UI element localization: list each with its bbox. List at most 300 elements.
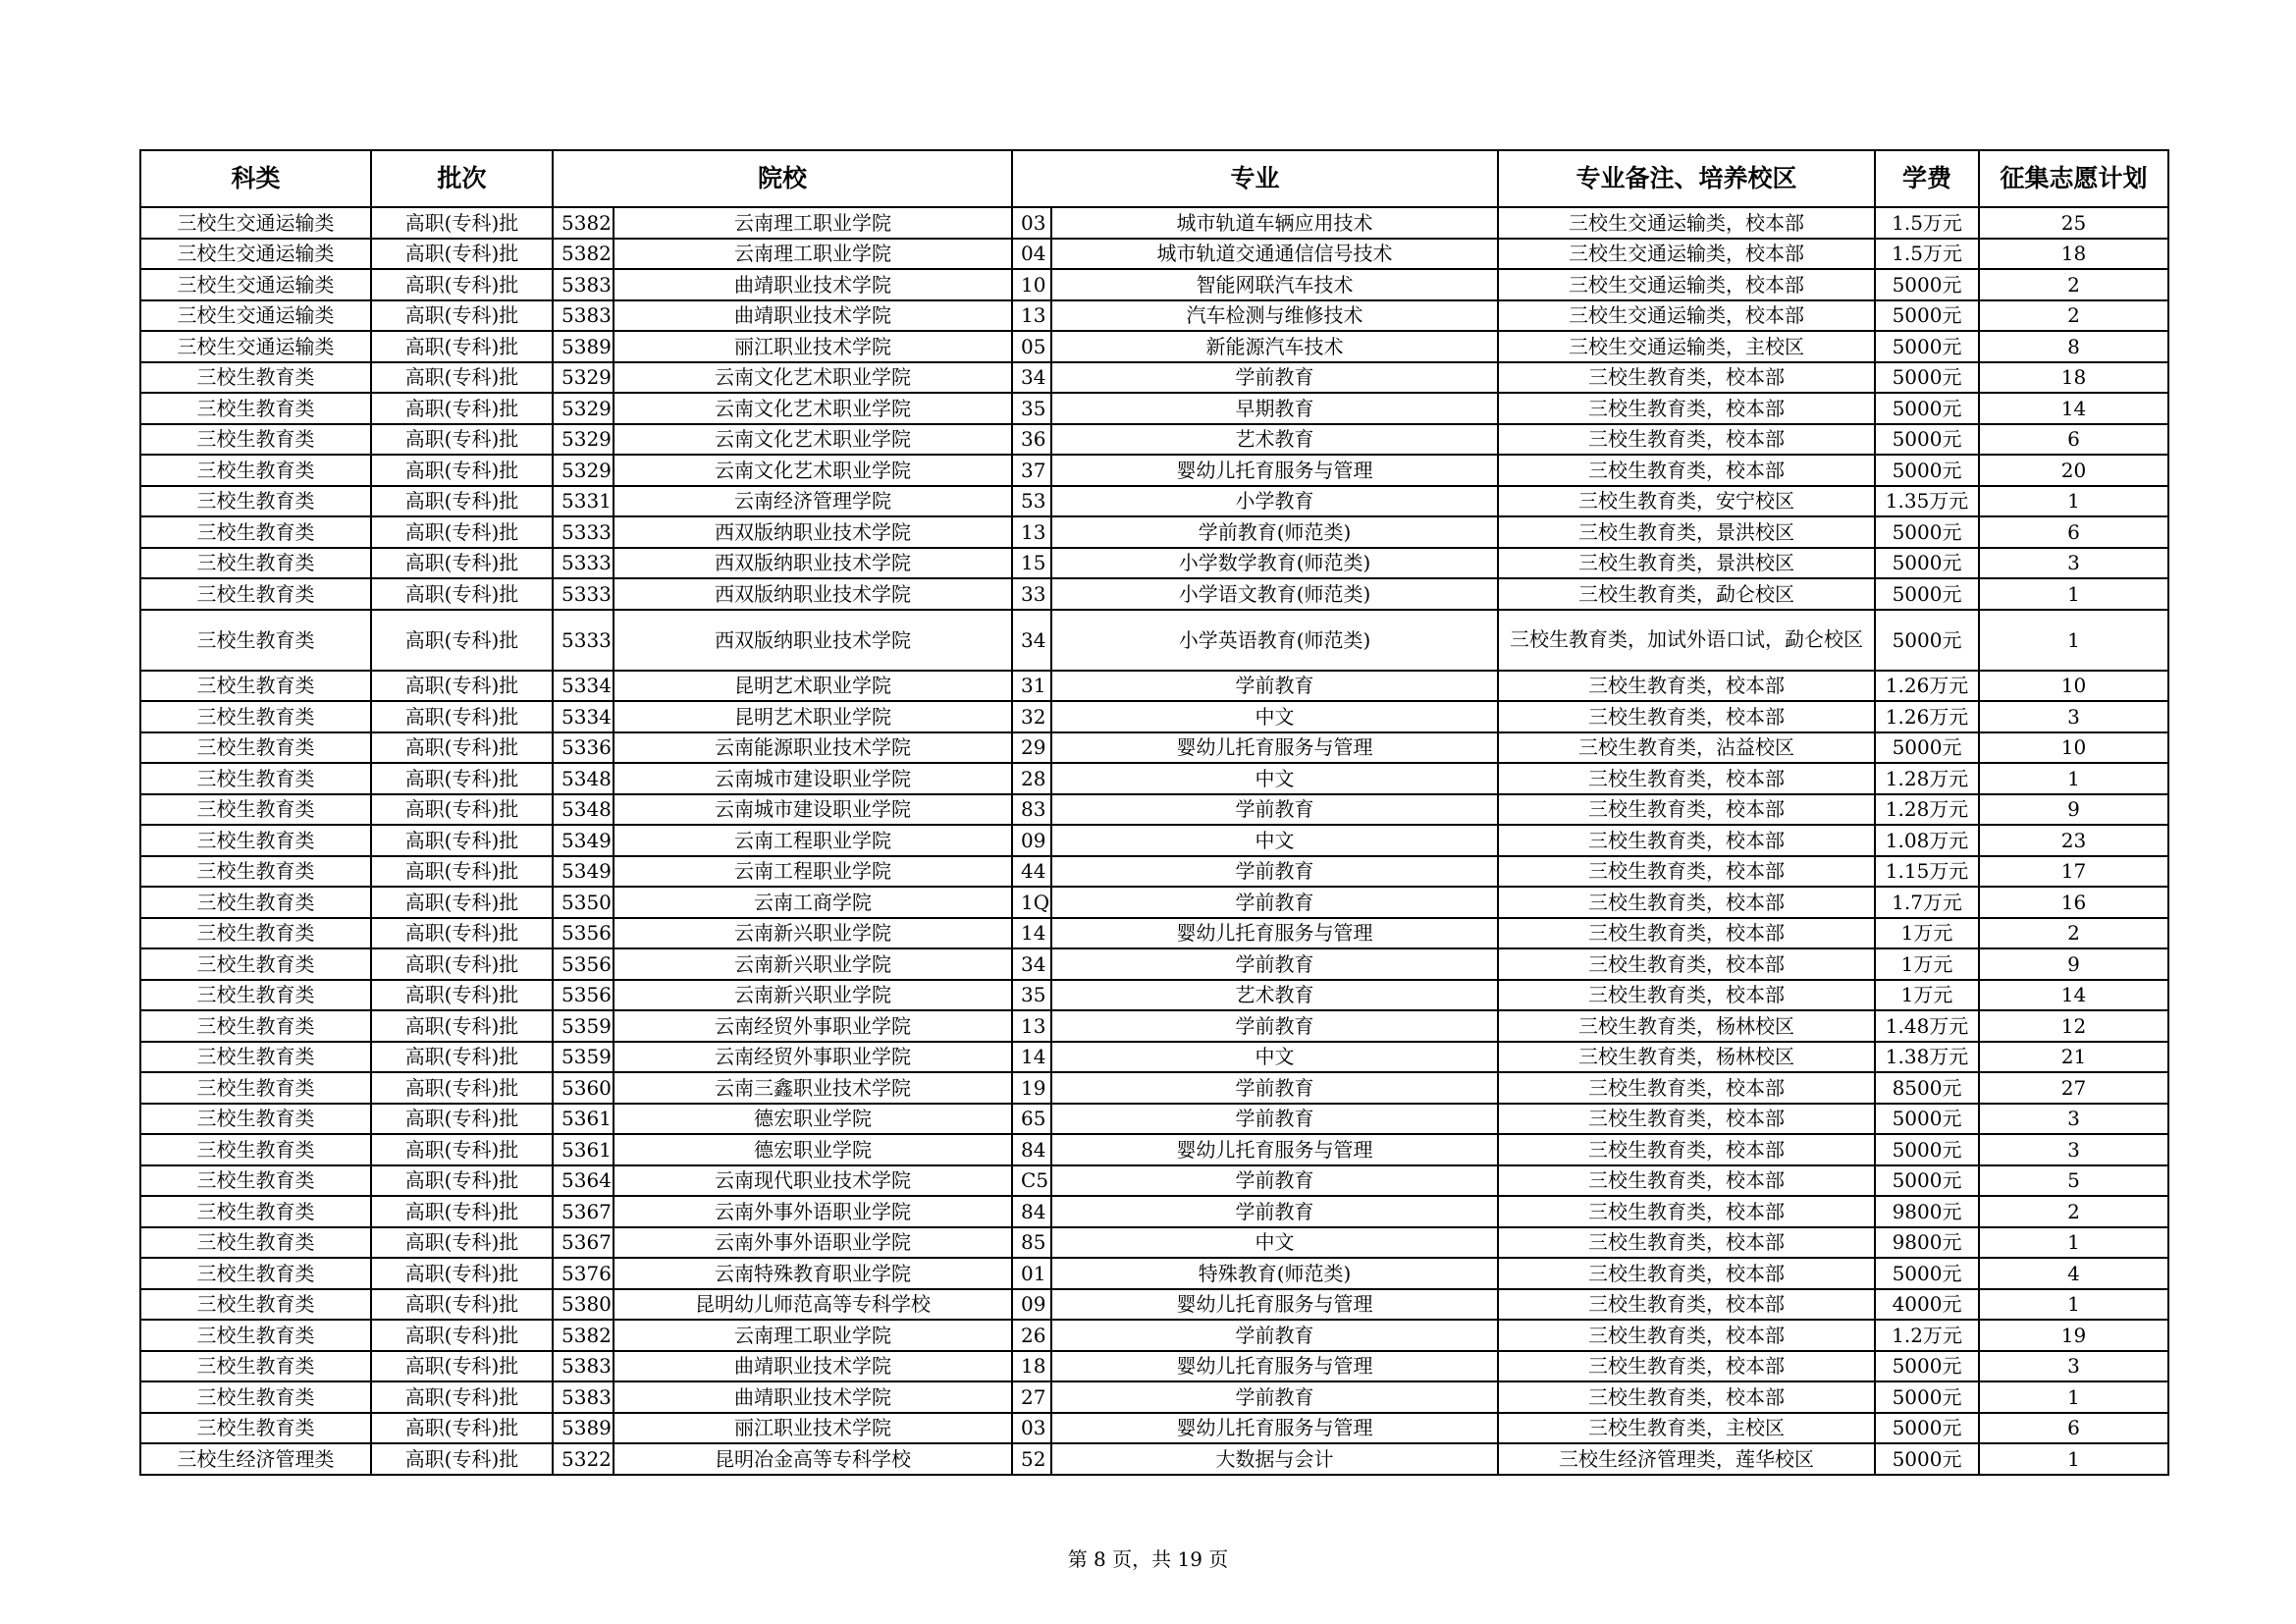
major-code-cell: 28 <box>1012 763 1051 794</box>
batch-cell: 高职(专科)批 <box>371 516 553 548</box>
major-name-cell: 小学英语教育(师范类) <box>1051 610 1498 671</box>
table-row <box>140 763 2168 794</box>
major-name-cell: 中文 <box>1051 763 1498 794</box>
school-name-cell: 云南外事外语职业学院 <box>614 1196 1012 1227</box>
table-row <box>140 980 2168 1011</box>
school-code-cell: 5367 <box>553 1196 614 1227</box>
tuition-cell: 5000元 <box>1875 269 1979 300</box>
remark-cell: 三校生教育类，景洪校区 <box>1498 548 1875 579</box>
remark-cell: 三校生教育类，校本部 <box>1498 1072 1875 1104</box>
batch-cell: 高职(专科)批 <box>371 1134 553 1165</box>
plan-cell: 19 <box>1979 1320 2168 1351</box>
major-code-cell: 10 <box>1012 269 1051 300</box>
remark-cell: 三校生教育类，校本部 <box>1498 825 1875 856</box>
batch-cell: 高职(专科)批 <box>371 610 553 671</box>
category-cell: 三校生教育类 <box>140 1042 371 1073</box>
school-code-cell: 5331 <box>553 486 614 517</box>
tuition-cell: 1万元 <box>1875 980 1979 1011</box>
major-code-cell: 65 <box>1012 1104 1051 1135</box>
table-body <box>140 207 2168 1475</box>
table-row <box>140 1134 2168 1165</box>
major-code-cell: 09 <box>1012 825 1051 856</box>
school-name-cell: 云南现代职业技术学院 <box>614 1165 1012 1197</box>
major-code-cell: 14 <box>1012 918 1051 949</box>
remark-cell: 三校生教育类，校本部 <box>1498 1351 1875 1382</box>
major-code-cell: 37 <box>1012 455 1051 486</box>
tuition-cell: 5000元 <box>1875 1351 1979 1382</box>
tuition-cell: 5000元 <box>1875 362 1979 394</box>
major-code-cell: 83 <box>1012 794 1051 826</box>
major-code-cell: 34 <box>1012 948 1051 980</box>
school-code-cell: 5389 <box>553 1413 614 1444</box>
major-code-cell: 44 <box>1012 856 1051 888</box>
major-name-cell: 城市轨道交通通信信号技术 <box>1051 239 1498 270</box>
school-name-cell: 西双版纳职业技术学院 <box>614 610 1012 671</box>
major-code-cell: C5 <box>1012 1165 1051 1197</box>
major-name-cell: 婴幼儿托育服务与管理 <box>1051 1351 1498 1382</box>
plan-cell: 12 <box>1979 1010 2168 1042</box>
plan-cell: 20 <box>1979 455 2168 486</box>
major-name-cell: 智能网联汽车技术 <box>1051 269 1498 300</box>
major-code-cell: 52 <box>1012 1443 1051 1475</box>
category-cell: 三校生教育类 <box>140 578 371 610</box>
category-cell: 三校生交通运输类 <box>140 300 371 332</box>
category-cell: 三校生教育类 <box>140 1010 371 1042</box>
school-code-cell: 5333 <box>553 578 614 610</box>
tuition-cell: 5000元 <box>1875 610 1979 671</box>
table-row <box>140 1381 2168 1413</box>
table-row <box>140 918 2168 949</box>
major-code-cell: 09 <box>1012 1289 1051 1321</box>
category-cell: 三校生教育类 <box>140 948 371 980</box>
table-row <box>140 578 2168 610</box>
major-name-cell: 婴幼儿托育服务与管理 <box>1051 918 1498 949</box>
major-code-cell: 1Q <box>1012 887 1051 918</box>
major-code-cell: 36 <box>1012 424 1051 456</box>
category-cell: 三校生教育类 <box>140 732 371 764</box>
school-code-cell: 5356 <box>553 948 614 980</box>
table-row <box>140 1042 2168 1073</box>
tuition-cell: 5000元 <box>1875 424 1979 456</box>
school-name-cell: 云南工程职业学院 <box>614 856 1012 888</box>
tuition-cell: 5000元 <box>1875 1413 1979 1444</box>
major-name-cell: 婴幼儿托育服务与管理 <box>1051 1413 1498 1444</box>
major-name-cell: 学前教育 <box>1051 948 1498 980</box>
batch-cell: 高职(专科)批 <box>371 1104 553 1135</box>
plan-cell: 8 <box>1979 331 2168 362</box>
remark-cell: 三校生教育类，校本部 <box>1498 794 1875 826</box>
remark-cell: 三校生教育类，校本部 <box>1498 424 1875 456</box>
batch-cell: 高职(专科)批 <box>371 948 553 980</box>
table-row <box>140 671 2168 702</box>
category-cell: 三校生教育类 <box>140 763 371 794</box>
remark-cell: 三校生交通运输类，校本部 <box>1498 207 1875 239</box>
category-cell: 三校生教育类 <box>140 1072 371 1104</box>
plan-cell: 17 <box>1979 856 2168 888</box>
plan-cell: 9 <box>1979 948 2168 980</box>
table-row <box>140 393 2168 424</box>
remark-cell: 三校生教育类，校本部 <box>1498 980 1875 1011</box>
major-name-cell: 学前教育 <box>1051 1010 1498 1042</box>
plan-cell: 1 <box>1979 1443 2168 1475</box>
plan-cell: 1 <box>1979 610 2168 671</box>
table-row <box>140 1196 2168 1227</box>
tuition-cell: 4000元 <box>1875 1289 1979 1321</box>
remark-cell: 三校生交通运输类，主校区 <box>1498 331 1875 362</box>
school-code-cell: 5382 <box>553 239 614 270</box>
category-cell: 三校生教育类 <box>140 918 371 949</box>
school-name-cell: 昆明冶金高等专科学校 <box>614 1443 1012 1475</box>
major-code-cell: 05 <box>1012 331 1051 362</box>
major-code-cell: 34 <box>1012 362 1051 394</box>
tuition-cell: 1.08万元 <box>1875 825 1979 856</box>
remark-cell: 三校生教育类，校本部 <box>1498 1289 1875 1321</box>
category-cell: 三校生教育类 <box>140 1289 371 1321</box>
category-cell: 三校生经济管理类 <box>140 1443 371 1475</box>
school-code-cell: 5383 <box>553 269 614 300</box>
school-code-cell: 5322 <box>553 1443 614 1475</box>
major-code-cell: 85 <box>1012 1227 1051 1259</box>
remark-cell: 三校生教育类，安宁校区 <box>1498 486 1875 517</box>
plan-cell: 2 <box>1979 918 2168 949</box>
tuition-cell: 5000元 <box>1875 578 1979 610</box>
header-category: 科类 <box>140 150 371 207</box>
table-row <box>140 548 2168 579</box>
batch-cell: 高职(专科)批 <box>371 1196 553 1227</box>
plan-cell: 2 <box>1979 269 2168 300</box>
plan-cell: 18 <box>1979 362 2168 394</box>
plan-cell: 1 <box>1979 1381 2168 1413</box>
plan-cell: 5 <box>1979 1165 2168 1197</box>
batch-cell: 高职(专科)批 <box>371 980 553 1011</box>
tuition-cell: 1.26万元 <box>1875 671 1979 702</box>
plan-cell: 21 <box>1979 1042 2168 1073</box>
category-cell: 三校生教育类 <box>140 1227 371 1259</box>
remark-cell: 三校生教育类，校本部 <box>1498 362 1875 394</box>
table-row <box>140 1443 2168 1475</box>
school-name-cell: 昆明艺术职业学院 <box>614 671 1012 702</box>
major-code-cell: 04 <box>1012 239 1051 270</box>
batch-cell: 高职(专科)批 <box>371 1227 553 1259</box>
plan-cell: 3 <box>1979 701 2168 732</box>
category-cell: 三校生教育类 <box>140 1196 371 1227</box>
plan-cell: 6 <box>1979 1413 2168 1444</box>
major-code-cell: 84 <box>1012 1134 1051 1165</box>
tuition-cell: 1万元 <box>1875 918 1979 949</box>
remark-cell: 三校生交通运输类，校本部 <box>1498 239 1875 270</box>
table-row <box>140 701 2168 732</box>
batch-cell: 高职(专科)批 <box>371 825 553 856</box>
major-name-cell: 学前教育 <box>1051 1072 1498 1104</box>
tuition-cell: 9800元 <box>1875 1227 1979 1259</box>
school-name-cell: 曲靖职业技术学院 <box>614 269 1012 300</box>
tuition-cell: 1.35万元 <box>1875 486 1979 517</box>
school-code-cell: 5329 <box>553 455 614 486</box>
tuition-cell: 1万元 <box>1875 948 1979 980</box>
major-code-cell: 19 <box>1012 1072 1051 1104</box>
remark-cell: 三校生教育类，校本部 <box>1498 1196 1875 1227</box>
major-code-cell: 31 <box>1012 671 1051 702</box>
plan-cell: 3 <box>1979 548 2168 579</box>
major-name-cell: 学前教育 <box>1051 1104 1498 1135</box>
header-tuition: 学费 <box>1875 150 1979 207</box>
tuition-cell: 5000元 <box>1875 1443 1979 1475</box>
category-cell: 三校生教育类 <box>140 1351 371 1382</box>
table-row <box>140 1289 2168 1321</box>
major-code-cell: 26 <box>1012 1320 1051 1351</box>
school-name-cell: 云南特殊教育职业学院 <box>614 1258 1012 1289</box>
school-code-cell: 5383 <box>553 1351 614 1382</box>
batch-cell: 高职(专科)批 <box>371 455 553 486</box>
school-code-cell: 5382 <box>553 1320 614 1351</box>
plan-cell: 14 <box>1979 980 2168 1011</box>
major-code-cell: 84 <box>1012 1196 1051 1227</box>
major-name-cell: 婴幼儿托育服务与管理 <box>1051 1134 1498 1165</box>
table-row <box>140 239 2168 270</box>
major-name-cell: 学前教育 <box>1051 671 1498 702</box>
tuition-cell: 5000元 <box>1875 516 1979 548</box>
remark-cell: 三校生交通运输类，校本部 <box>1498 300 1875 332</box>
major-code-cell: 03 <box>1012 1413 1051 1444</box>
major-name-cell: 学前教育(师范类) <box>1051 516 1498 548</box>
school-code-cell: 5356 <box>553 980 614 1011</box>
school-code-cell: 5329 <box>553 362 614 394</box>
plan-cell: 1 <box>1979 763 2168 794</box>
major-code-cell: 34 <box>1012 610 1051 671</box>
remark-cell: 三校生教育类，校本部 <box>1498 948 1875 980</box>
tuition-cell: 5000元 <box>1875 548 1979 579</box>
batch-cell: 高职(专科)批 <box>371 1165 553 1197</box>
tuition-cell: 1.28万元 <box>1875 794 1979 826</box>
header-batch: 批次 <box>371 150 553 207</box>
table-row <box>140 1413 2168 1444</box>
school-name-cell: 曲靖职业技术学院 <box>614 1381 1012 1413</box>
category-cell: 三校生教育类 <box>140 1320 371 1351</box>
category-cell: 三校生教育类 <box>140 1104 371 1135</box>
school-name-cell: 曲靖职业技术学院 <box>614 300 1012 332</box>
remark-cell: 三校生教育类，杨林校区 <box>1498 1010 1875 1042</box>
major-name-cell: 特殊教育(师范类) <box>1051 1258 1498 1289</box>
school-name-cell: 丽江职业技术学院 <box>614 331 1012 362</box>
major-code-cell: 13 <box>1012 300 1051 332</box>
table-row <box>140 269 2168 300</box>
plan-cell: 6 <box>1979 424 2168 456</box>
plan-cell: 25 <box>1979 207 2168 239</box>
category-cell: 三校生教育类 <box>140 362 371 394</box>
plan-cell: 2 <box>1979 300 2168 332</box>
tuition-cell: 5000元 <box>1875 1381 1979 1413</box>
major-code-cell: 27 <box>1012 1381 1051 1413</box>
tuition-cell: 1.26万元 <box>1875 701 1979 732</box>
remark-cell: 三校生教育类，校本部 <box>1498 393 1875 424</box>
category-cell: 三校生教育类 <box>140 887 371 918</box>
remark-cell: 三校生教育类，校本部 <box>1498 856 1875 888</box>
plan-cell: 16 <box>1979 887 2168 918</box>
tuition-cell: 5000元 <box>1875 455 1979 486</box>
school-name-cell: 云南文化艺术职业学院 <box>614 424 1012 456</box>
remark-cell: 三校生教育类，校本部 <box>1498 1227 1875 1259</box>
category-cell: 三校生教育类 <box>140 455 371 486</box>
school-code-cell: 5360 <box>553 1072 614 1104</box>
category-cell: 三校生教育类 <box>140 610 371 671</box>
school-name-cell: 云南工商学院 <box>614 887 1012 918</box>
category-cell: 三校生教育类 <box>140 1165 371 1197</box>
major-name-cell: 汽车检测与维修技术 <box>1051 300 1498 332</box>
school-code-cell: 5329 <box>553 424 614 456</box>
category-cell: 三校生教育类 <box>140 1134 371 1165</box>
major-code-cell: 33 <box>1012 578 1051 610</box>
school-name-cell: 云南工程职业学院 <box>614 825 1012 856</box>
school-name-cell: 曲靖职业技术学院 <box>614 1351 1012 1382</box>
major-name-cell: 婴幼儿托育服务与管理 <box>1051 732 1498 764</box>
major-name-cell: 城市轨道车辆应用技术 <box>1051 207 1498 239</box>
school-name-cell: 德宏职业学院 <box>614 1134 1012 1165</box>
table-row <box>140 207 2168 239</box>
school-code-cell: 5359 <box>553 1042 614 1073</box>
plan-cell: 1 <box>1979 578 2168 610</box>
plan-cell: 3 <box>1979 1351 2168 1382</box>
school-name-cell: 云南文化艺术职业学院 <box>614 393 1012 424</box>
batch-cell: 高职(专科)批 <box>371 331 553 362</box>
table-row <box>140 516 2168 548</box>
remark-cell: 三校生教育类，校本部 <box>1498 1320 1875 1351</box>
category-cell: 三校生教育类 <box>140 393 371 424</box>
category-cell: 三校生教育类 <box>140 1381 371 1413</box>
school-name-cell: 云南经贸外事职业学院 <box>614 1042 1012 1073</box>
table-row <box>140 1258 2168 1289</box>
major-name-cell: 学前教育 <box>1051 794 1498 826</box>
tuition-cell: 1.28万元 <box>1875 763 1979 794</box>
remark-cell: 三校生教育类，校本部 <box>1498 701 1875 732</box>
plan-cell: 23 <box>1979 825 2168 856</box>
batch-cell: 高职(专科)批 <box>371 424 553 456</box>
school-name-cell: 云南理工职业学院 <box>614 1320 1012 1351</box>
table-row <box>140 1010 2168 1042</box>
remark-cell: 三校生教育类，校本部 <box>1498 671 1875 702</box>
batch-cell: 高职(专科)批 <box>371 856 553 888</box>
table-row <box>140 331 2168 362</box>
table-row <box>140 887 2168 918</box>
school-code-cell: 5367 <box>553 1227 614 1259</box>
school-name-cell: 云南经贸外事职业学院 <box>614 1010 1012 1042</box>
table-row <box>140 424 2168 456</box>
school-name-cell: 西双版纳职业技术学院 <box>614 516 1012 548</box>
table-row <box>140 825 2168 856</box>
school-name-cell: 昆明艺术职业学院 <box>614 701 1012 732</box>
tuition-cell: 1.15万元 <box>1875 856 1979 888</box>
school-code-cell: 5333 <box>553 516 614 548</box>
major-name-cell: 中文 <box>1051 1227 1498 1259</box>
batch-cell: 高职(专科)批 <box>371 1320 553 1351</box>
school-code-cell: 5349 <box>553 856 614 888</box>
category-cell: 三校生交通运输类 <box>140 207 371 239</box>
major-code-cell: 29 <box>1012 732 1051 764</box>
table-row <box>140 794 2168 826</box>
batch-cell: 高职(专科)批 <box>371 1010 553 1042</box>
batch-cell: 高职(专科)批 <box>371 393 553 424</box>
major-name-cell: 小学语文教育(师范类) <box>1051 578 1498 610</box>
tuition-cell: 5000元 <box>1875 1134 1979 1165</box>
major-code-cell: 18 <box>1012 1351 1051 1382</box>
school-name-cell: 云南新兴职业学院 <box>614 980 1012 1011</box>
major-name-cell: 早期教育 <box>1051 393 1498 424</box>
school-name-cell: 云南城市建设职业学院 <box>614 763 1012 794</box>
school-code-cell: 5361 <box>553 1134 614 1165</box>
remark-cell: 三校生教育类，加试外语口试，勐仑校区 <box>1498 610 1875 671</box>
header-plan: 征集志愿计划 <box>1979 150 2168 207</box>
major-code-cell: 13 <box>1012 1010 1051 1042</box>
table-row <box>140 1165 2168 1197</box>
category-cell: 三校生教育类 <box>140 1258 371 1289</box>
major-code-cell: 53 <box>1012 486 1051 517</box>
remark-cell: 三校生教育类，杨林校区 <box>1498 1042 1875 1073</box>
table-row <box>140 856 2168 888</box>
major-name-cell: 中文 <box>1051 701 1498 732</box>
major-code-cell: 35 <box>1012 393 1051 424</box>
plan-cell: 10 <box>1979 671 2168 702</box>
remark-cell: 三校生教育类，校本部 <box>1498 918 1875 949</box>
category-cell: 三校生交通运输类 <box>140 269 371 300</box>
page-footer: 第 8 页，共 19 页 <box>1067 1547 1229 1571</box>
batch-cell: 高职(专科)批 <box>371 578 553 610</box>
batch-cell: 高职(专科)批 <box>371 362 553 394</box>
tuition-cell: 5000元 <box>1875 331 1979 362</box>
category-cell: 三校生教育类 <box>140 825 371 856</box>
school-name-cell: 昆明幼儿师范高等专科学校 <box>614 1289 1012 1321</box>
remark-cell: 三校生教育类，主校区 <box>1498 1413 1875 1444</box>
tuition-cell: 9800元 <box>1875 1196 1979 1227</box>
school-code-cell: 5334 <box>553 671 614 702</box>
school-code-cell: 5376 <box>553 1258 614 1289</box>
remark-cell: 三校生交通运输类，校本部 <box>1498 269 1875 300</box>
table-row <box>140 1320 2168 1351</box>
school-code-cell: 5350 <box>553 887 614 918</box>
school-name-cell: 云南经济管理学院 <box>614 486 1012 517</box>
plan-cell: 1 <box>1979 1227 2168 1259</box>
school-code-cell: 5382 <box>553 207 614 239</box>
major-name-cell: 中文 <box>1051 1042 1498 1073</box>
table-row <box>140 1351 2168 1382</box>
batch-cell: 高职(专科)批 <box>371 300 553 332</box>
category-cell: 三校生交通运输类 <box>140 331 371 362</box>
plan-cell: 4 <box>1979 1258 2168 1289</box>
school-name-cell: 云南理工职业学院 <box>614 239 1012 270</box>
table-row <box>140 362 2168 394</box>
major-name-cell: 新能源汽车技术 <box>1051 331 1498 362</box>
major-name-cell: 婴幼儿托育服务与管理 <box>1051 455 1498 486</box>
school-code-cell: 5348 <box>553 794 614 826</box>
remark-cell: 三校生教育类，景洪校区 <box>1498 516 1875 548</box>
major-code-cell: 01 <box>1012 1258 1051 1289</box>
plan-cell: 14 <box>1979 393 2168 424</box>
major-name-cell: 中文 <box>1051 825 1498 856</box>
batch-cell: 高职(专科)批 <box>371 1413 553 1444</box>
batch-cell: 高职(专科)批 <box>371 269 553 300</box>
batch-cell: 高职(专科)批 <box>371 1072 553 1104</box>
remark-cell: 三校生教育类，校本部 <box>1498 1381 1875 1413</box>
category-cell: 三校生教育类 <box>140 516 371 548</box>
plan-cell: 3 <box>1979 1104 2168 1135</box>
plan-cell: 1 <box>1979 486 2168 517</box>
school-code-cell: 5348 <box>553 763 614 794</box>
category-cell: 三校生教育类 <box>140 980 371 1011</box>
major-name-cell: 艺术教育 <box>1051 980 1498 1011</box>
major-code-cell: 32 <box>1012 701 1051 732</box>
remark-cell: 三校生教育类，勐仑校区 <box>1498 578 1875 610</box>
tuition-cell: 5000元 <box>1875 1258 1979 1289</box>
major-name-cell: 学前教育 <box>1051 1196 1498 1227</box>
batch-cell: 高职(专科)批 <box>371 887 553 918</box>
